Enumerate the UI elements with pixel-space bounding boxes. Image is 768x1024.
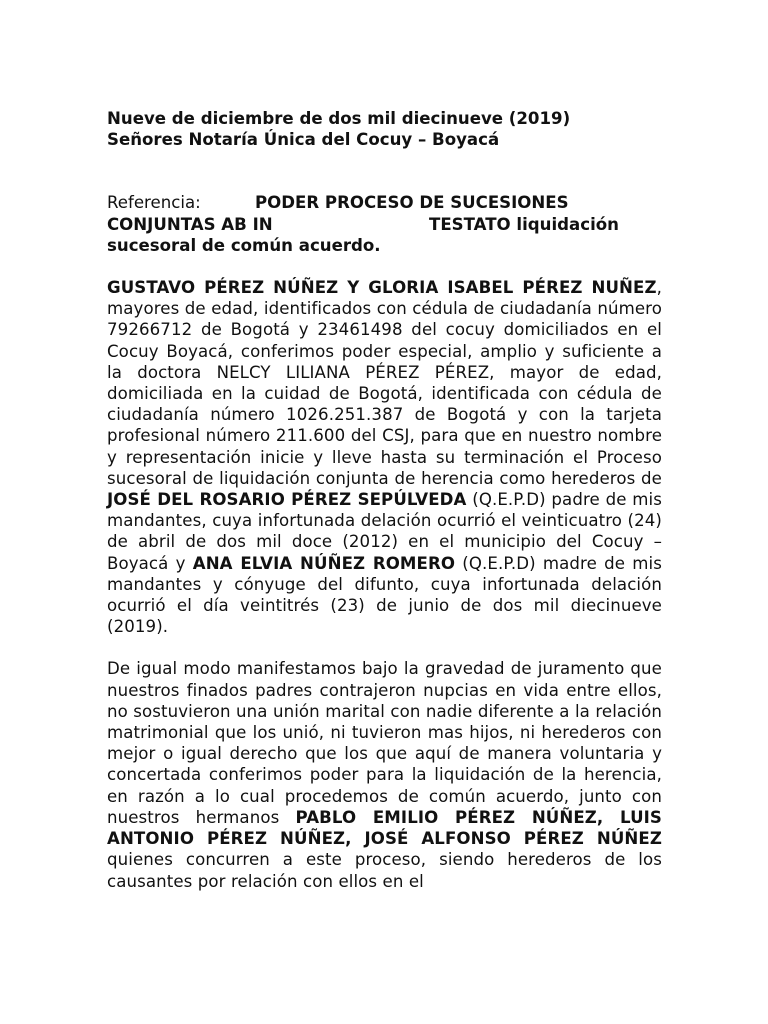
paragraph1-text-c: (Q.E.P.D) madre de mis mandantes y cónyuge del difunto, cuya infortunada delación ocurrió el día veintitrés (23) de junio de dos mil diecinueve (2019). bbox=[107, 553, 662, 637]
grantors-names: GUSTAVO PÉREZ NÚÑEZ Y GLORIA ISABEL PÉREZ NUÑEZ bbox=[107, 278, 657, 298]
addressee-line: Señores Notaría Única del Cocuy – Boyacá bbox=[107, 130, 500, 150]
father-name: JOSÉ DEL ROSARIO PÉREZ SEPÚLVEDA bbox=[107, 490, 467, 510]
reference-label: Referencia: bbox=[107, 193, 201, 213]
spacer bbox=[107, 637, 662, 658]
reference-block bbox=[107, 192, 662, 256]
siblings-names: PABLO EMILIO PÉREZ NÚÑEZ, LUIS ANTONIO PÉREZ NÚÑEZ, JOSÉ ALFONSO PÉREZ NÚÑEZ bbox=[107, 807, 662, 849]
reference-line-2 bbox=[107, 214, 619, 235]
paragraph-sworn-statement bbox=[107, 658, 662, 891]
document-page bbox=[107, 108, 662, 892]
reference-title-part-2: CONJUNTAS AB IN bbox=[107, 214, 273, 234]
spacer bbox=[107, 256, 662, 277]
paragraph-power-of-attorney bbox=[107, 277, 662, 637]
paragraph2-text-a: De igual modo manifestamos bajo la gravedad de juramento que nuestros finados padres contrajeron nupcias en vida entre ellos, no sostuvieron una unión marital con nadie diferente a la relación matrimonial que los unió, ni tuvieron mas hijos, ni herederos con mejor o igual derecho que los que aquí de manera voluntaria y concertada conferimos poder para la liquidación de la herencia, en razón a lo cual procedemos de común acuerdo, junto con nuestros hermanos bbox=[107, 659, 662, 827]
mother-name: ANA ELVIA NÚÑEZ ROMERO bbox=[192, 553, 456, 573]
reference-line-3: sucesoral de común acuerdo. bbox=[107, 235, 381, 255]
paragraph1-text-b: (Q.E.P.D) padre de mis mandantes, cuya infortunada delación ocurrió el veinticuatro (24) de abril de dos mil doce (2012) en el municipio del Cocuy – Boyacá y bbox=[107, 490, 662, 573]
paragraph1-text-a: , mayores de edad, identificados con cédula de ciudadanía número 79266712 de Bogotá y 23461498 del cocuy domiciliados en el Cocuy Boyacá, conferimos poder especial, amplio y suficiente a la doctora NELCY LILIANA PÉREZ PÉREZ, mayor de edad, domiciliada en la cuidad de Bogotá, identificada con cédula de ciudadanía número 1026.251.387 de Bogotá y con la tarjeta profesional número 211.600 del CSJ, para que en nuestro nombre y representación inicie y lleve hasta su terminación el Proceso sucesoral de liquidación conjunta de herencia como herederos de bbox=[107, 278, 662, 488]
date-line: Nueve de diciembre de dos mil diecinueve (2019) bbox=[107, 109, 571, 128]
spacer bbox=[107, 150, 662, 192]
paragraph2-text-b: quienes concurren a este proceso, siendo herederos de los causantes por relación con ellos en el bbox=[107, 850, 662, 891]
reference-title-part-1: PODER PROCESO DE SUCESIONES bbox=[255, 193, 569, 213]
reference-title-part-3: TESTATO liquidación bbox=[429, 214, 619, 234]
reference-line-1 bbox=[107, 192, 662, 213]
